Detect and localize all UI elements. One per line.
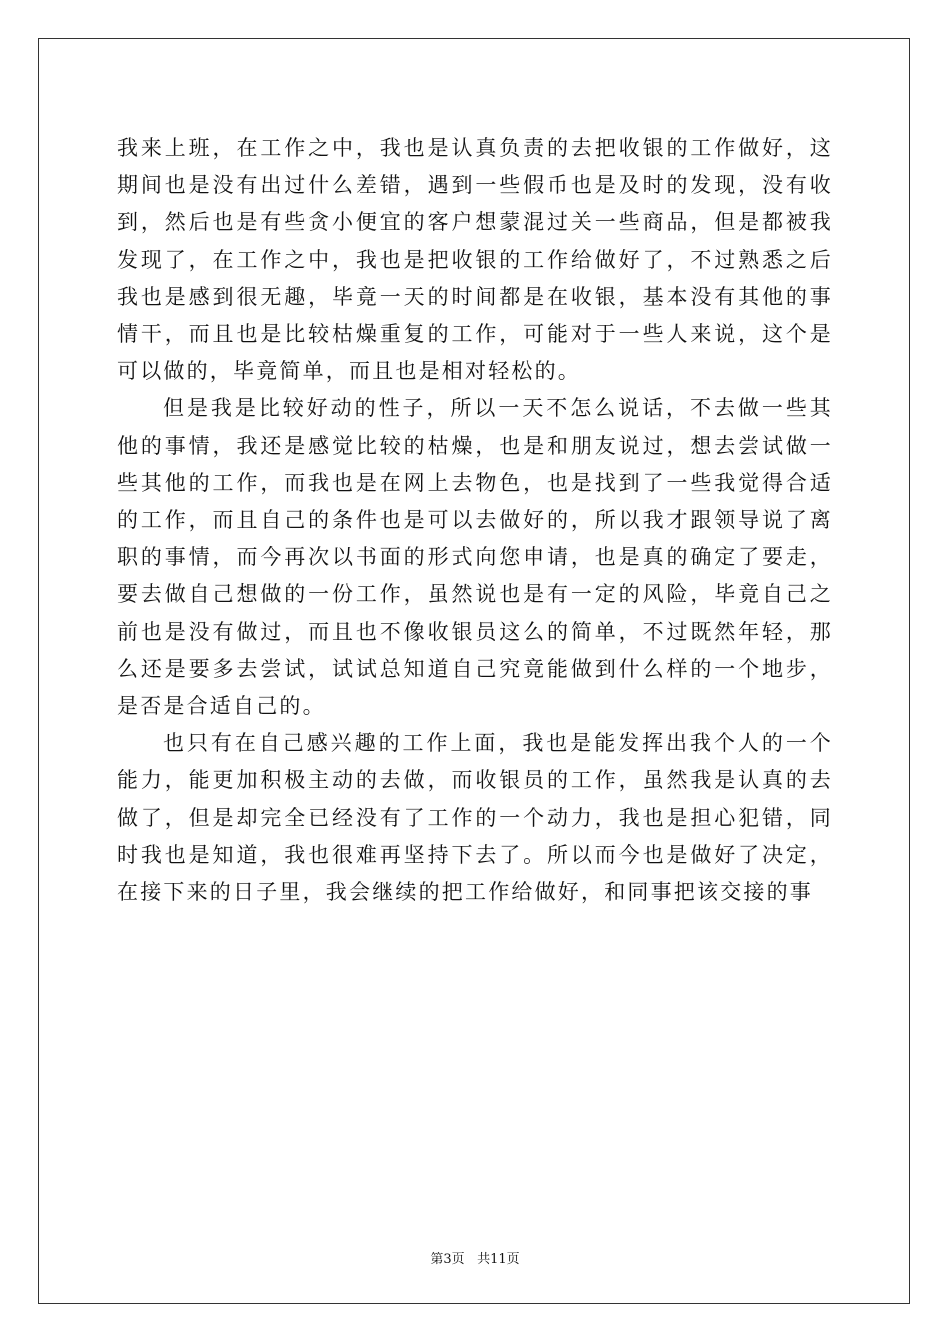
paragraph-1: 我来上班，在工作之中，我也是认真负责的去把收银的工作做好，这期间也是没有出过什么差错，遇到一些假币也是及时的发现，没有收到，然后也是有些贪小便宜的客户想蒙混过关一些商品，但是都被我发现了，在工作之中，我也是把收银的工作给做好了，不过熟悉之后我也是感到很无趣，毕竟一天的时间都是在收银，基本没有其他的事情干，而且也是比较枯燥重复的工作，可能对于一些人来说，这个是可以做的，毕竟简单，而且也是相对轻松的。: [117, 136, 833, 384]
page-number: 第3页: [430, 1252, 465, 1267]
footer-gap: [465, 1252, 477, 1267]
page-footer: [0, 1248, 950, 1267]
paragraph-3: 也只有在自己感兴趣的工作上面，我也是能发挥出我个人的一个能力，能更加积极主动的去做，而收银员的工作，虽然我是认真的去做了，但是却完全已经没有了工作的一个动力，我也是担心犯错，同时我也是知道，我也很难再坚持下去了。所以而今也是做好了决定，在接下来的日子里，我会继续的把工作给做好，和同事把该交接的事: [117, 731, 833, 905]
paragraph-2: 但是我是比较好动的性子，所以一天不怎么说话，不去做一些其他的事情，我还是感觉比较的枯燥，也是和朋友说过，想去尝试做一些其他的工作，而我也是在网上去物色，也是找到了一些我觉得合适的工作，而且自己的条件也是可以去做好的，所以我才跟领导说了离职的事情，而今再次以书面的形式向您申请，也是真的确定了要走，要去做自己想做的一份工作，虽然说也是有一定的风险，毕竟自己之前也是没有做过，而且也不像收银员这么的简单，不过既然年轻，那么还是要多去尝试，试试总知道自己究竟能做到什么样的一个地步，是否是合适自己的。: [117, 396, 833, 719]
document-body: [117, 130, 833, 911]
total-pages: 共11页: [477, 1252, 520, 1267]
